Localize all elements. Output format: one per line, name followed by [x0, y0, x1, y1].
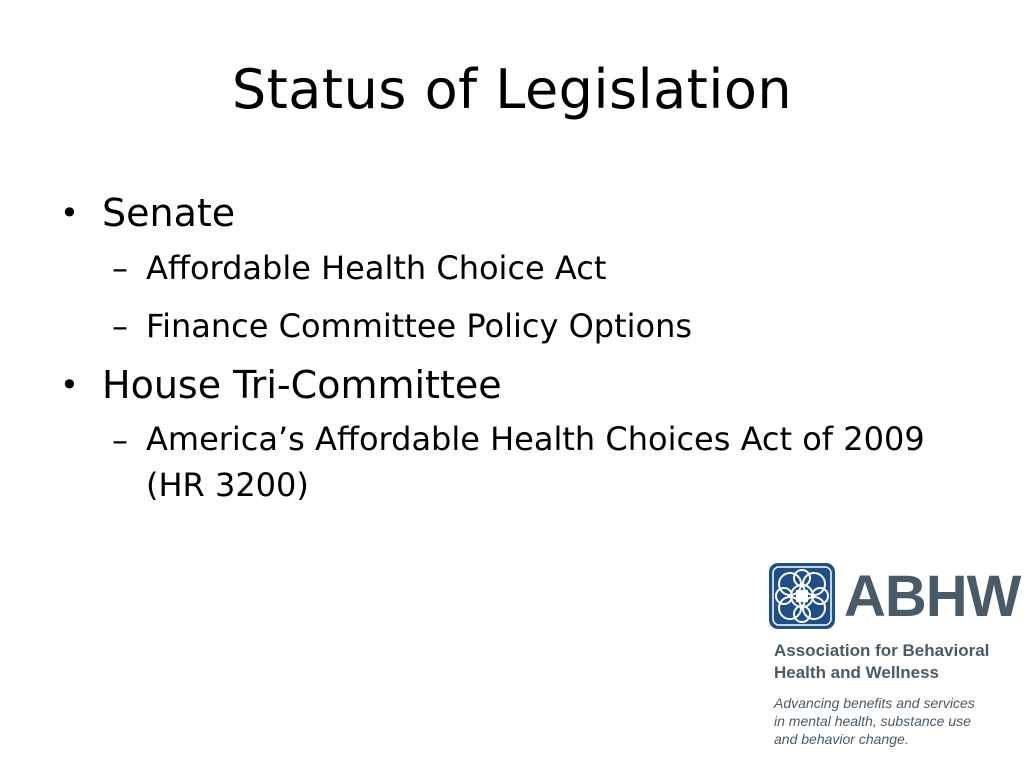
tagline-line: Advancing benefits and services [774, 695, 975, 711]
bullet-marker: • [60, 194, 79, 232]
bullet-label: Senate [102, 191, 236, 235]
abhw-org-name [774, 640, 989, 684]
sub-marker: – [112, 307, 128, 345]
tagline-line: and behavior change. [774, 731, 909, 747]
sub-item-text: America’s Affordable Health Choices Act of 2009 (HR 3200) [146, 420, 925, 504]
bullet-marker: • [60, 366, 79, 404]
house-sub-list [60, 416, 960, 508]
sub-item-finance-committee [60, 302, 960, 350]
sub-marker: – [112, 421, 128, 459]
sub-item-text: Affordable Health Choice Act [146, 249, 607, 287]
abhw-logo-mark-icon [768, 562, 836, 630]
slide-title: Status of Legislation [231, 58, 793, 121]
bullet-senate [60, 188, 960, 238]
sub-item-affordable-health-choice-act [60, 244, 960, 292]
bullet-house-tri-committee [60, 360, 960, 410]
bullet-label: House Tri-Committee [102, 363, 502, 407]
abhw-logo [768, 562, 1021, 752]
sub-item-hr-3200 [60, 416, 960, 508]
abhw-tagline [774, 694, 1014, 748]
sub-marker: – [112, 249, 128, 287]
org-name-line: Association for Behavioral [774, 641, 990, 660]
tagline-line: in mental health, substance use [774, 713, 971, 729]
bullet-list [60, 188, 960, 518]
sub-item-text: Finance Committee Policy Options [146, 307, 693, 345]
senate-sub-list [60, 244, 960, 350]
org-name-line: Health and Wellness [774, 663, 940, 682]
abhw-wordmark: ABHW [844, 564, 1021, 629]
